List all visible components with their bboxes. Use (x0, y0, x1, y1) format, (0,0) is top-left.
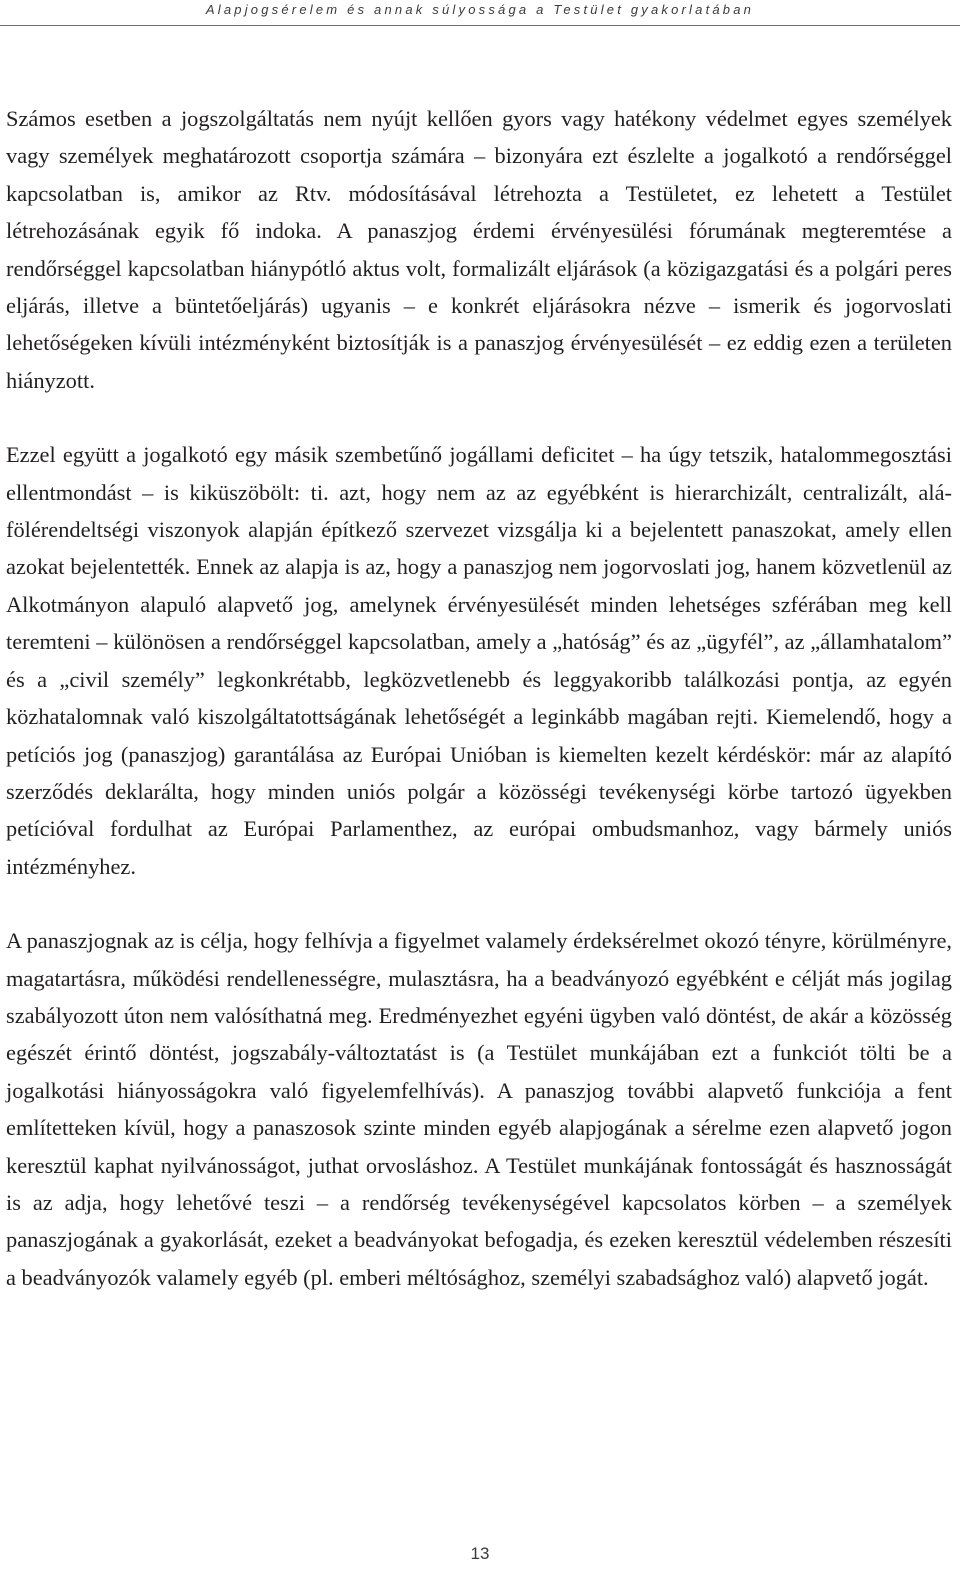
paragraph-3: A panaszjognak az is célja, hogy felhívja a figyelmet valamely érdeksérelmet okozó tényre, körülményre, magatartásra, működési rendellenességre, mulasztásra, ha a beadványozó egyébként e célját más jogilag szabályozott úton nem valósíthatná meg. Eredményezhet egyéni ügyben való döntést, de akár a közösség egészét érintő döntést, jogszabály-változtatást is (a Testület munkájában ezt a funkciót tölti be a jogalkotási hiányosságokra való figyelemfelhívás). A panaszjog további alapvető funkciója a fent említetteken kívül, hogy a panaszosok szinte minden egyéb alapjogának a sérelme ezen alapvető jogon keresztül kaphat nyilvánosságot, juthat orvosláshoz. A Testület munkájának fontosságát és hasznosságát is az adja, hogy lehetővé teszi – a rendőrség tevékenységével kapcsolatos körben – a személyek panaszjogának a gyakorlását, ezeket a beadványokat befogadja, és ezeken keresztül védelemben részesíti a beadványozók valamely egyéb (pl. emberi méltósághoz, személyi szabadsághoz való) alapvető jogát. (6, 928, 952, 1290)
running-header: Alapjogsérelem és annak súlyossága a Testület gyakorlatában (205, 2, 755, 17)
paragraph-1: Számos esetben a jogszolgáltatás nem nyújt kellően gyors vagy hatékony védelmet egyes személyek vagy személyek meghatározott csoportja számára – bizonyára ezt észlelte a jogalkotó a rendőrséggel kapcsolatban is, amikor az Rtv. módosításával létrehozta a Testületet, ez lehetett a Testület létrehozásának egyik fő indoka. A panaszjog érdemi érvényesülési fórumának megteremtése a rendőrséggel kapcsolatban hiánypótló aktus volt, formalizált eljárások (a közigazgatási és a polgári peres eljárás, illetve a büntetőeljárás) ugyanis – e konkrét eljárásokra nézve – ismerik és jogorvoslati lehetőségeken kívüli intézményként biztosítják is a panaszjog érvényesülését – ez eddig ezen a területen hiányzott. (6, 106, 952, 393)
page-number: 13 (470, 1544, 490, 1563)
main-text (6, 100, 952, 1333)
paragraph-2: Ezzel együtt a jogalkotó egy másik szembetűnő jogállami deficitet – ha úgy tetszik, hatalommegosztási ellentmondást – is kiküszöbölt: ti. azt, hogy nem az az egyébként is hierarchizált, centralizált, alá-fölérendeltségi viszonyok alapján építkező szervezet vizsgálja ki a bejelentett panaszokat, amely ellen azokat bejelentették. Ennek az alapja is az, hogy a panaszjog nem jogorvoslati jog, hanem közvetlenül az Alkotmányon alapuló alapvető jog, amelynek érvényesülését minden lehetséges szférában meg kell teremteni – különösen a rendőrséggel kapcsolatban, amely a „hatóság” és az „ügyfél”, az „államhatalom” és a „civil személy” legkonkrétabb, legközvetlenebb és leggyakoribb találkozási pontja, az egyén közhatalomnak való kiszolgáltatottságának lehetőségét a leginkább magában rejti. Kiemelendő, hogy a petíciós jog (panaszjog) garantálása az Európai Unióban is kiemelten kezelt kérdéskör: már az alapító szerződés deklarálta, hogy minden uniós polgár a közösségi tevékenységi körbe tartozó ügyekben petícióval fordulhat az Európai Parlamenthez, az európai ombudsmanhoz, vagy bármely uniós intézményhez. (6, 442, 952, 879)
header-divider (0, 25, 960, 26)
